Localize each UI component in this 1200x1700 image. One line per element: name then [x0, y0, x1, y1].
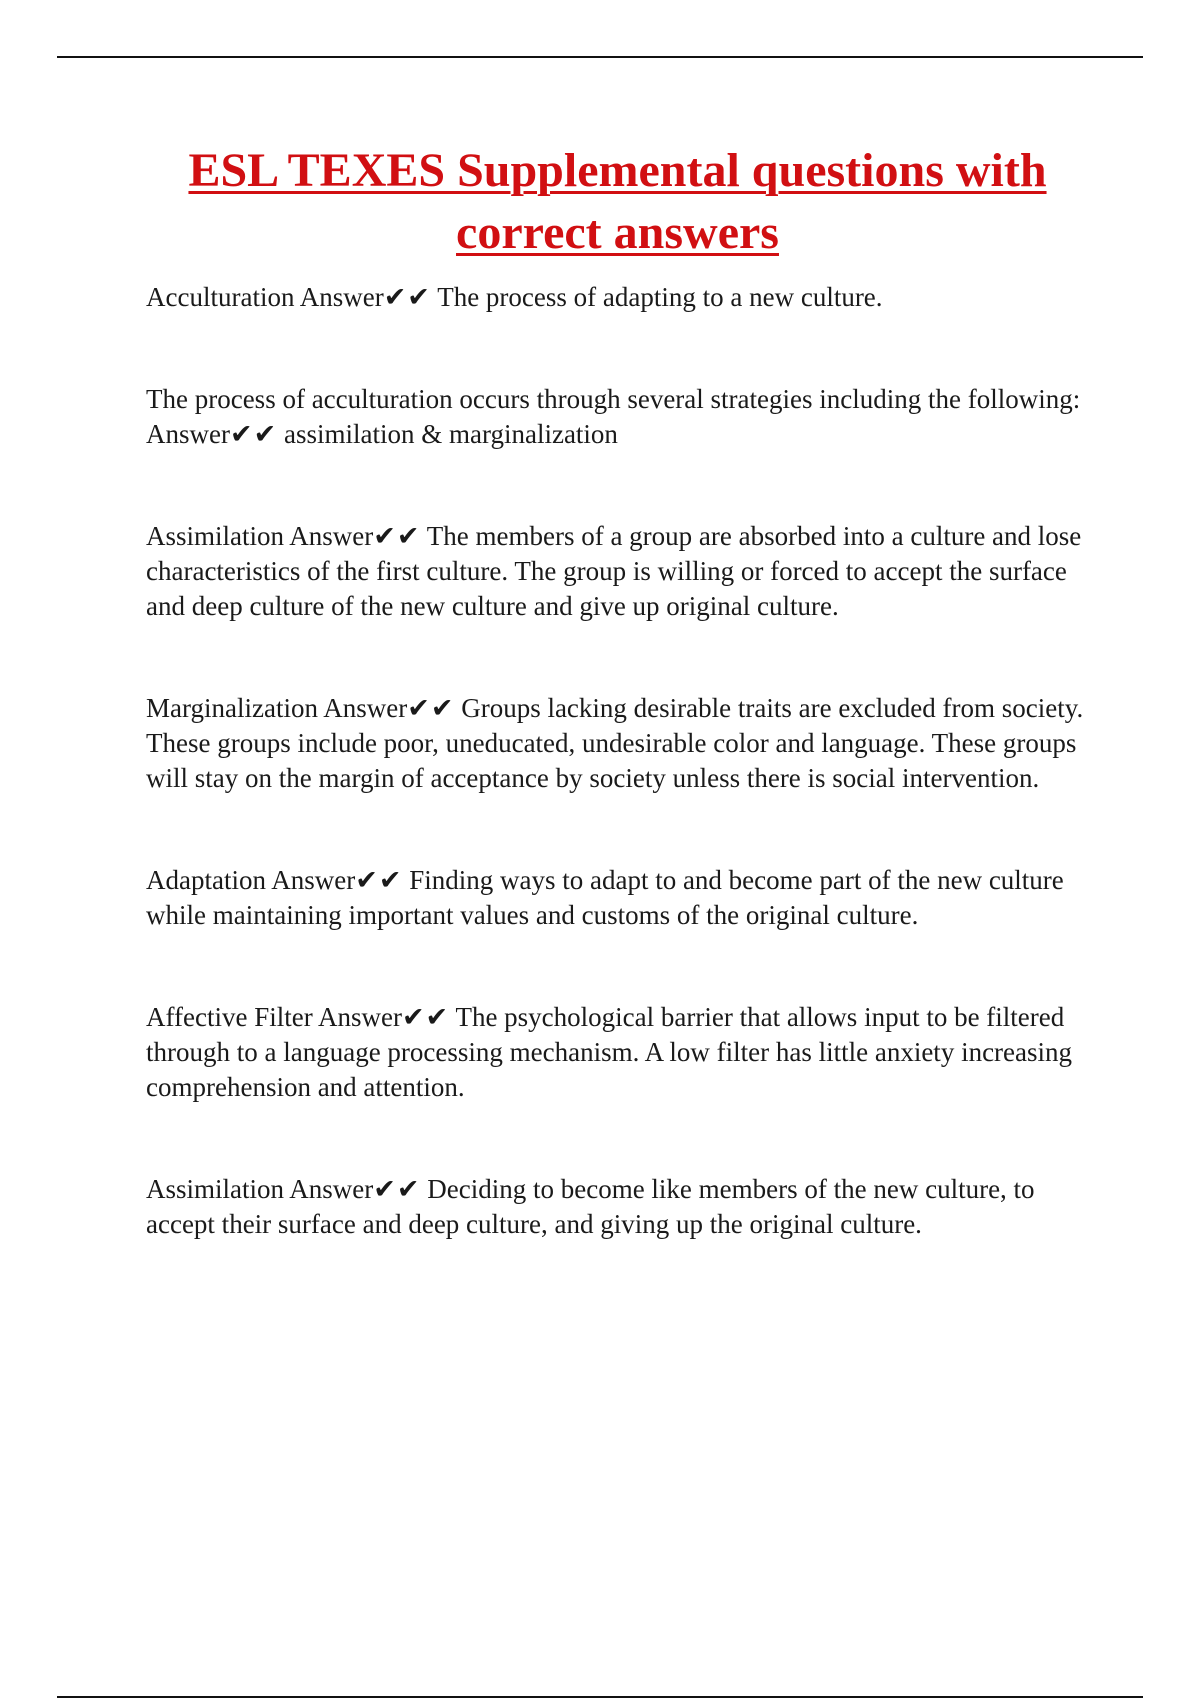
- check-marks-icon: ✔✔: [407, 693, 455, 723]
- bottom-rule: [57, 1696, 1143, 1698]
- qa-entry: [146, 863, 1091, 933]
- entry-answer: The members of a group are absorbed into a culture and lose characteristics of the first culture. The group is willing or forced to accept the surface and deep culture of the new culture and give up original culture.: [146, 521, 1082, 621]
- entry-answer: The psychological barrier that allows input to be filtered through to a language processing mechanism. A low filter has little anxiety increasing comprehension and attention.: [146, 1002, 1073, 1102]
- qa-entry: [146, 280, 1091, 315]
- entry-term: Assimilation Answer: [146, 521, 374, 551]
- qa-list: [146, 280, 1091, 1309]
- page-title: ESL TEXES Supplemental questions with correct answers: [188, 144, 1047, 259]
- check-marks-icon: ✔✔: [355, 865, 403, 895]
- entry-term: Adaptation Answer: [146, 865, 356, 895]
- entry-term: The process of acculturation occurs through several strategies including the following: Answer: [146, 384, 1081, 449]
- entry-answer: Groups lacking desirable traits are excluded from society. These groups include poor, uneducated, undesirable color and language. These groups will stay on the margin of acceptance by society unless there is social intervention.: [146, 693, 1084, 793]
- entry-answer: Deciding to become like members of the new culture, to accept their surface and deep culture, and giving up the original culture.: [146, 1174, 1035, 1239]
- check-marks-icon: ✔✔: [383, 282, 431, 312]
- check-marks-icon: ✔✔: [229, 419, 278, 449]
- entry-answer: Finding ways to adapt to and become part of the new culture while maintaining important values and customs of the original culture.: [146, 865, 1064, 930]
- check-marks-icon: ✔✔: [401, 1002, 450, 1032]
- qa-entry: [146, 1172, 1091, 1242]
- entry-answer: The process of adapting to a new culture.: [437, 282, 883, 312]
- check-marks-icon: ✔✔: [373, 1174, 421, 1204]
- qa-entry: [146, 519, 1091, 624]
- qa-entry: [146, 691, 1091, 796]
- entry-term: Affective Filter Answer: [146, 1002, 402, 1032]
- entry-term: Assimilation Answer: [146, 1174, 374, 1204]
- entry-answer: assimilation & marginalization: [283, 419, 618, 449]
- qa-entry: [146, 382, 1091, 452]
- entry-term: Acculturation Answer: [146, 282, 384, 312]
- check-marks-icon: ✔✔: [373, 521, 421, 551]
- entry-term: Marginalization Answer: [146, 693, 408, 723]
- qa-entry: [146, 1000, 1091, 1105]
- top-rule: [57, 56, 1143, 58]
